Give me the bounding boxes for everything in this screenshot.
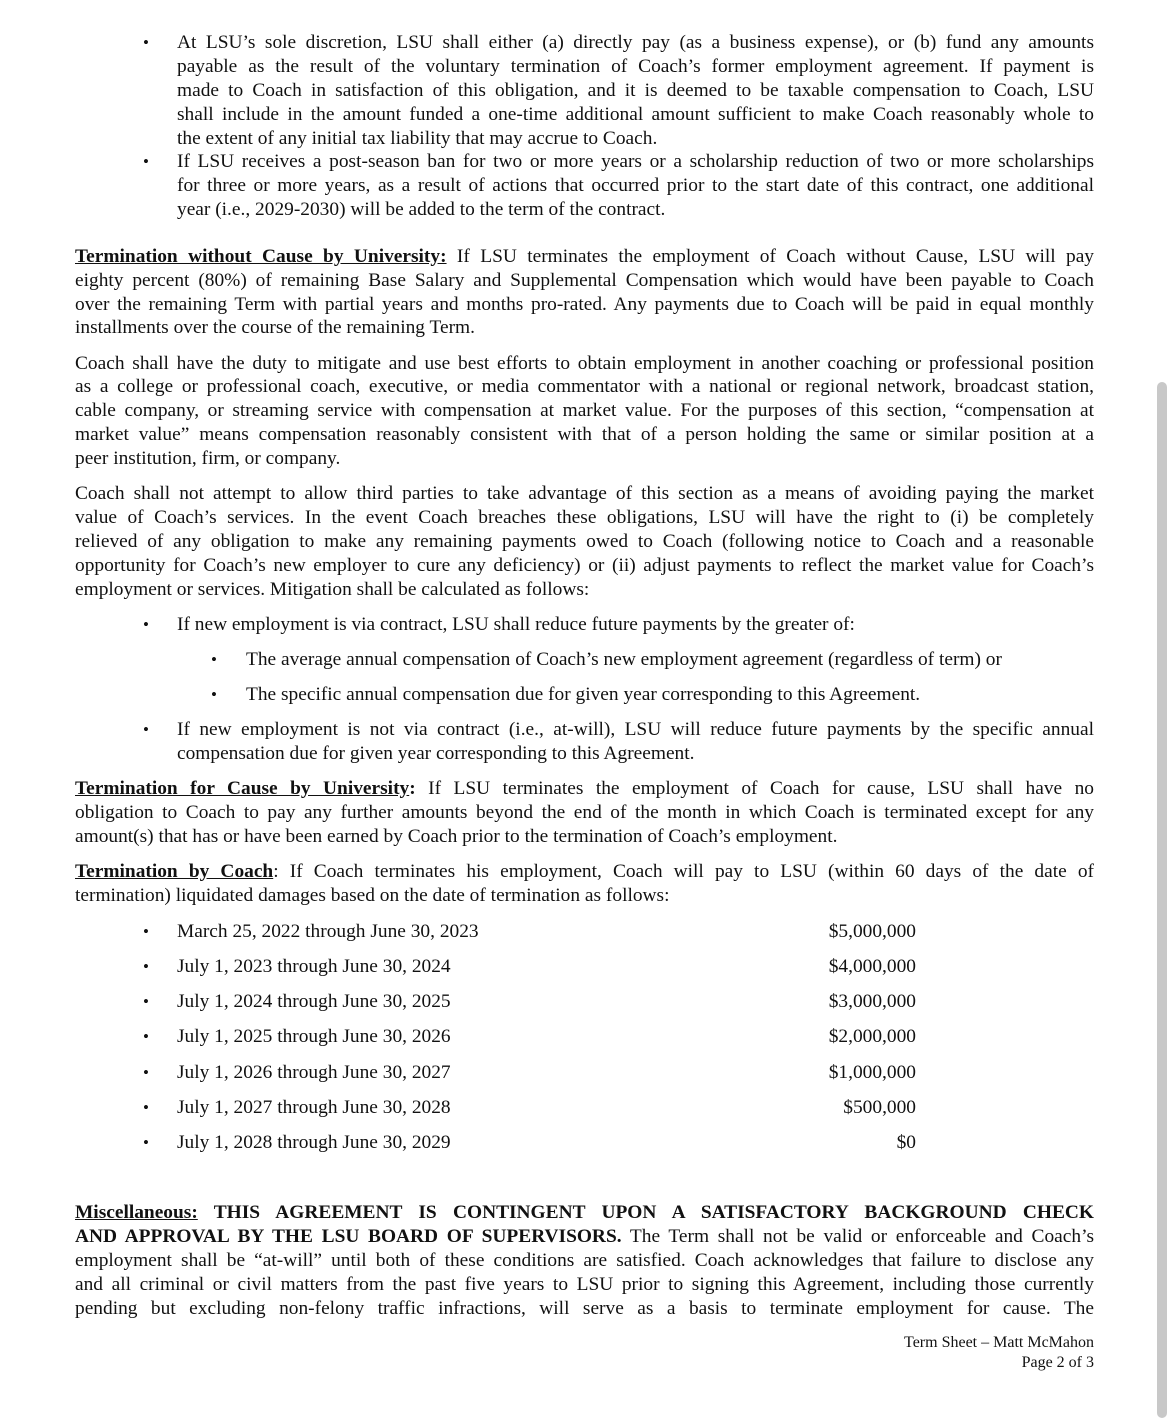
damages-amount: $3,000,000: [828, 991, 916, 1012]
damages-period: July 1, 2027 through June 30, 2028: [177, 1097, 451, 1118]
bullet-icon: •: [143, 922, 149, 941]
section-heading: Termination without Cause by University:: [75, 246, 447, 267]
text-line: obligation to Coach to pay any further amounts beyond the end of the month in which Coach is terminated except for any: [75, 802, 1094, 823]
damages-period: July 1, 2028 through June 30, 2029: [177, 1132, 451, 1153]
text-line: AND APPROVAL BY THE LSU BOARD OF SUPERVISORS. The Term shall not be valid or enforceable and Coach’s: [75, 1226, 1094, 1247]
text-line: Termination by Coach: If Coach terminates his employment, Coach will pay to LSU (within 60 days of the date of: [75, 861, 1095, 882]
text-line: cable company, or streaming service with compensation at market value. For the purposes of this section, “compensation at: [75, 400, 1094, 421]
bullet-icon: •: [211, 650, 217, 669]
text-line: Miscellaneous: THIS AGREEMENT IS CONTINGENT UPON A SATISFACTORY BACKGROUND CHECK: [75, 1202, 1094, 1223]
damages-period: July 1, 2024 through June 30, 2025: [177, 991, 451, 1012]
text-line: market value” means compensation reasonably consistent with that of a person holding the same or similar position at a: [75, 424, 1094, 445]
bullet-icon: •: [211, 685, 217, 704]
text-line: shall include in the amount funded a one-time additional amount sufficient to make Coach reasonably whole to: [177, 104, 1094, 125]
damages-amount: $5,000,000: [828, 921, 916, 942]
damages-period: July 1, 2025 through June 30, 2026: [177, 1026, 451, 1047]
damages-period: July 1, 2023 through June 30, 2024: [177, 956, 451, 977]
text-line: Coach shall have the duty to mitigate and use best efforts to obtain employment in another coaching or professional position: [75, 353, 1094, 374]
text-line: The average annual compensation of Coach’s new employment agreement (regardless of term) or: [246, 649, 1002, 670]
text-line: the extent of any initial tax liability that may accrue to Coach.: [177, 128, 658, 149]
text-line: compensation due for given year corresponding to this Agreement.: [177, 743, 695, 764]
text-line: and all criminal or civil matters from the past five years to LSU prior to signing this Agreement, including those currently: [75, 1274, 1094, 1295]
bullet-icon: •: [143, 1133, 149, 1152]
damages-amount: $2,000,000: [828, 1026, 916, 1047]
text-line: termination) liquidated damages based on the date of termination as follows:: [75, 885, 670, 906]
text-line: pending but excluding non-felony traffic infractions, will serve as a basis to terminate employment for cause. The: [75, 1298, 1094, 1319]
bullet-icon: •: [143, 615, 149, 634]
text-line: If new employment is not via contract (i.e., at-will), LSU will reduce future payments by the specific annual: [177, 719, 1094, 740]
footer-page-number: Page 2 of 3: [1021, 1354, 1094, 1371]
text-line: year (i.e., 2029-2030) will be added to the term of the contract.: [177, 199, 666, 220]
text-line: relieved of any obligation to make any remaining payments owed to Coach (following notice to Coach and a reasonable: [75, 531, 1094, 552]
text-line: Termination without Cause by University: If LSU terminates the employment of Coach without Cause, LSU will pay: [75, 246, 1094, 267]
bullet-icon: •: [143, 33, 149, 52]
bullet-icon: •: [143, 152, 149, 171]
text-line: The specific annual compensation due for given year corresponding to this Agreement.: [246, 684, 921, 705]
text-line: made to Coach in satisfaction of this obligation, and it is deemed to be taxable compensation to Coach, LSU: [177, 80, 1094, 101]
bullet-icon: •: [143, 720, 149, 739]
text-line: If new employment is via contract, LSU shall reduce future payments by the greater of:: [177, 614, 855, 635]
damages-period: March 25, 2022 through June 30, 2023: [177, 921, 479, 942]
text-line: At LSU’s sole discretion, LSU shall either (a) directly pay (as a business expense), or (b) fund any amounts: [177, 32, 1094, 53]
damages-amount: $0: [896, 1132, 916, 1153]
footer-title: Term Sheet – Matt McMahon: [904, 1334, 1094, 1351]
bullet-icon: •: [143, 1027, 149, 1046]
text-line: installments over the course of the remaining Term.: [75, 317, 475, 338]
text-line: amount(s) that has or have been earned by Coach prior to the termination of Coach’s employment.: [75, 826, 838, 847]
bullet-icon: •: [143, 1098, 149, 1117]
bullet-icon: •: [143, 1063, 149, 1082]
text-line: as a college or professional coach, executive, or media commentator with a national or regional network, broadcast station,: [75, 376, 1094, 397]
text-line: for three or more years, as a result of actions that occurred prior to the start date of this contract, one additional: [177, 175, 1094, 196]
bullet-icon: •: [143, 992, 149, 1011]
text-line: Coach shall not attempt to allow third parties to take advantage of this section as a means of avoiding paying the market: [75, 483, 1094, 504]
text-line: payable as the result of the voluntary termination of Coach’s former employment agreement. If payment is: [177, 56, 1094, 77]
damages-period: July 1, 2026 through June 30, 2027: [177, 1062, 451, 1083]
section-heading: Termination for Cause by University: [75, 778, 410, 799]
text-line: employment or services. Mitigation shall be calculated as follows:: [75, 579, 590, 600]
scrollbar-thumb[interactable]: [1157, 382, 1167, 1418]
text-line: employment shall be “at-will” until both of these conditions are satisfied. Coach acknowledges that failure to disclose any: [75, 1250, 1094, 1271]
text-line: over the remaining Term with partial years and months pro-rated. Any payments due to Coach will be paid in equal monthly: [75, 294, 1094, 315]
text-line: value of Coach’s services. In the event Coach breaches these obligations, LSU will have the right to (i) be completely: [75, 507, 1094, 528]
section-heading: Termination by Coach: [75, 861, 274, 882]
damages-amount: $1,000,000: [828, 1062, 916, 1083]
text-line: eighty percent (80%) of remaining Base Salary and Supplemental Compensation which would have been payable to Coach: [75, 270, 1094, 291]
damages-amount: $4,000,000: [828, 956, 916, 977]
text-line: Termination for Cause by University: If LSU terminates the employment of Coach for cause, LSU shall have no: [75, 778, 1094, 799]
section-heading: Miscellaneous:: [75, 1202, 198, 1223]
damages-amount: $500,000: [843, 1097, 916, 1118]
text-line: If LSU receives a post-season ban for two or more years or a scholarship reduction of two or more scholarships: [177, 151, 1094, 172]
text-line: peer institution, firm, or company.: [75, 448, 341, 469]
bullet-icon: •: [143, 957, 149, 976]
text-line: opportunity for Coach’s new employer to cure any deficiency) or (ii) adjust payments to reflect the market value for Coach’s: [75, 555, 1094, 576]
